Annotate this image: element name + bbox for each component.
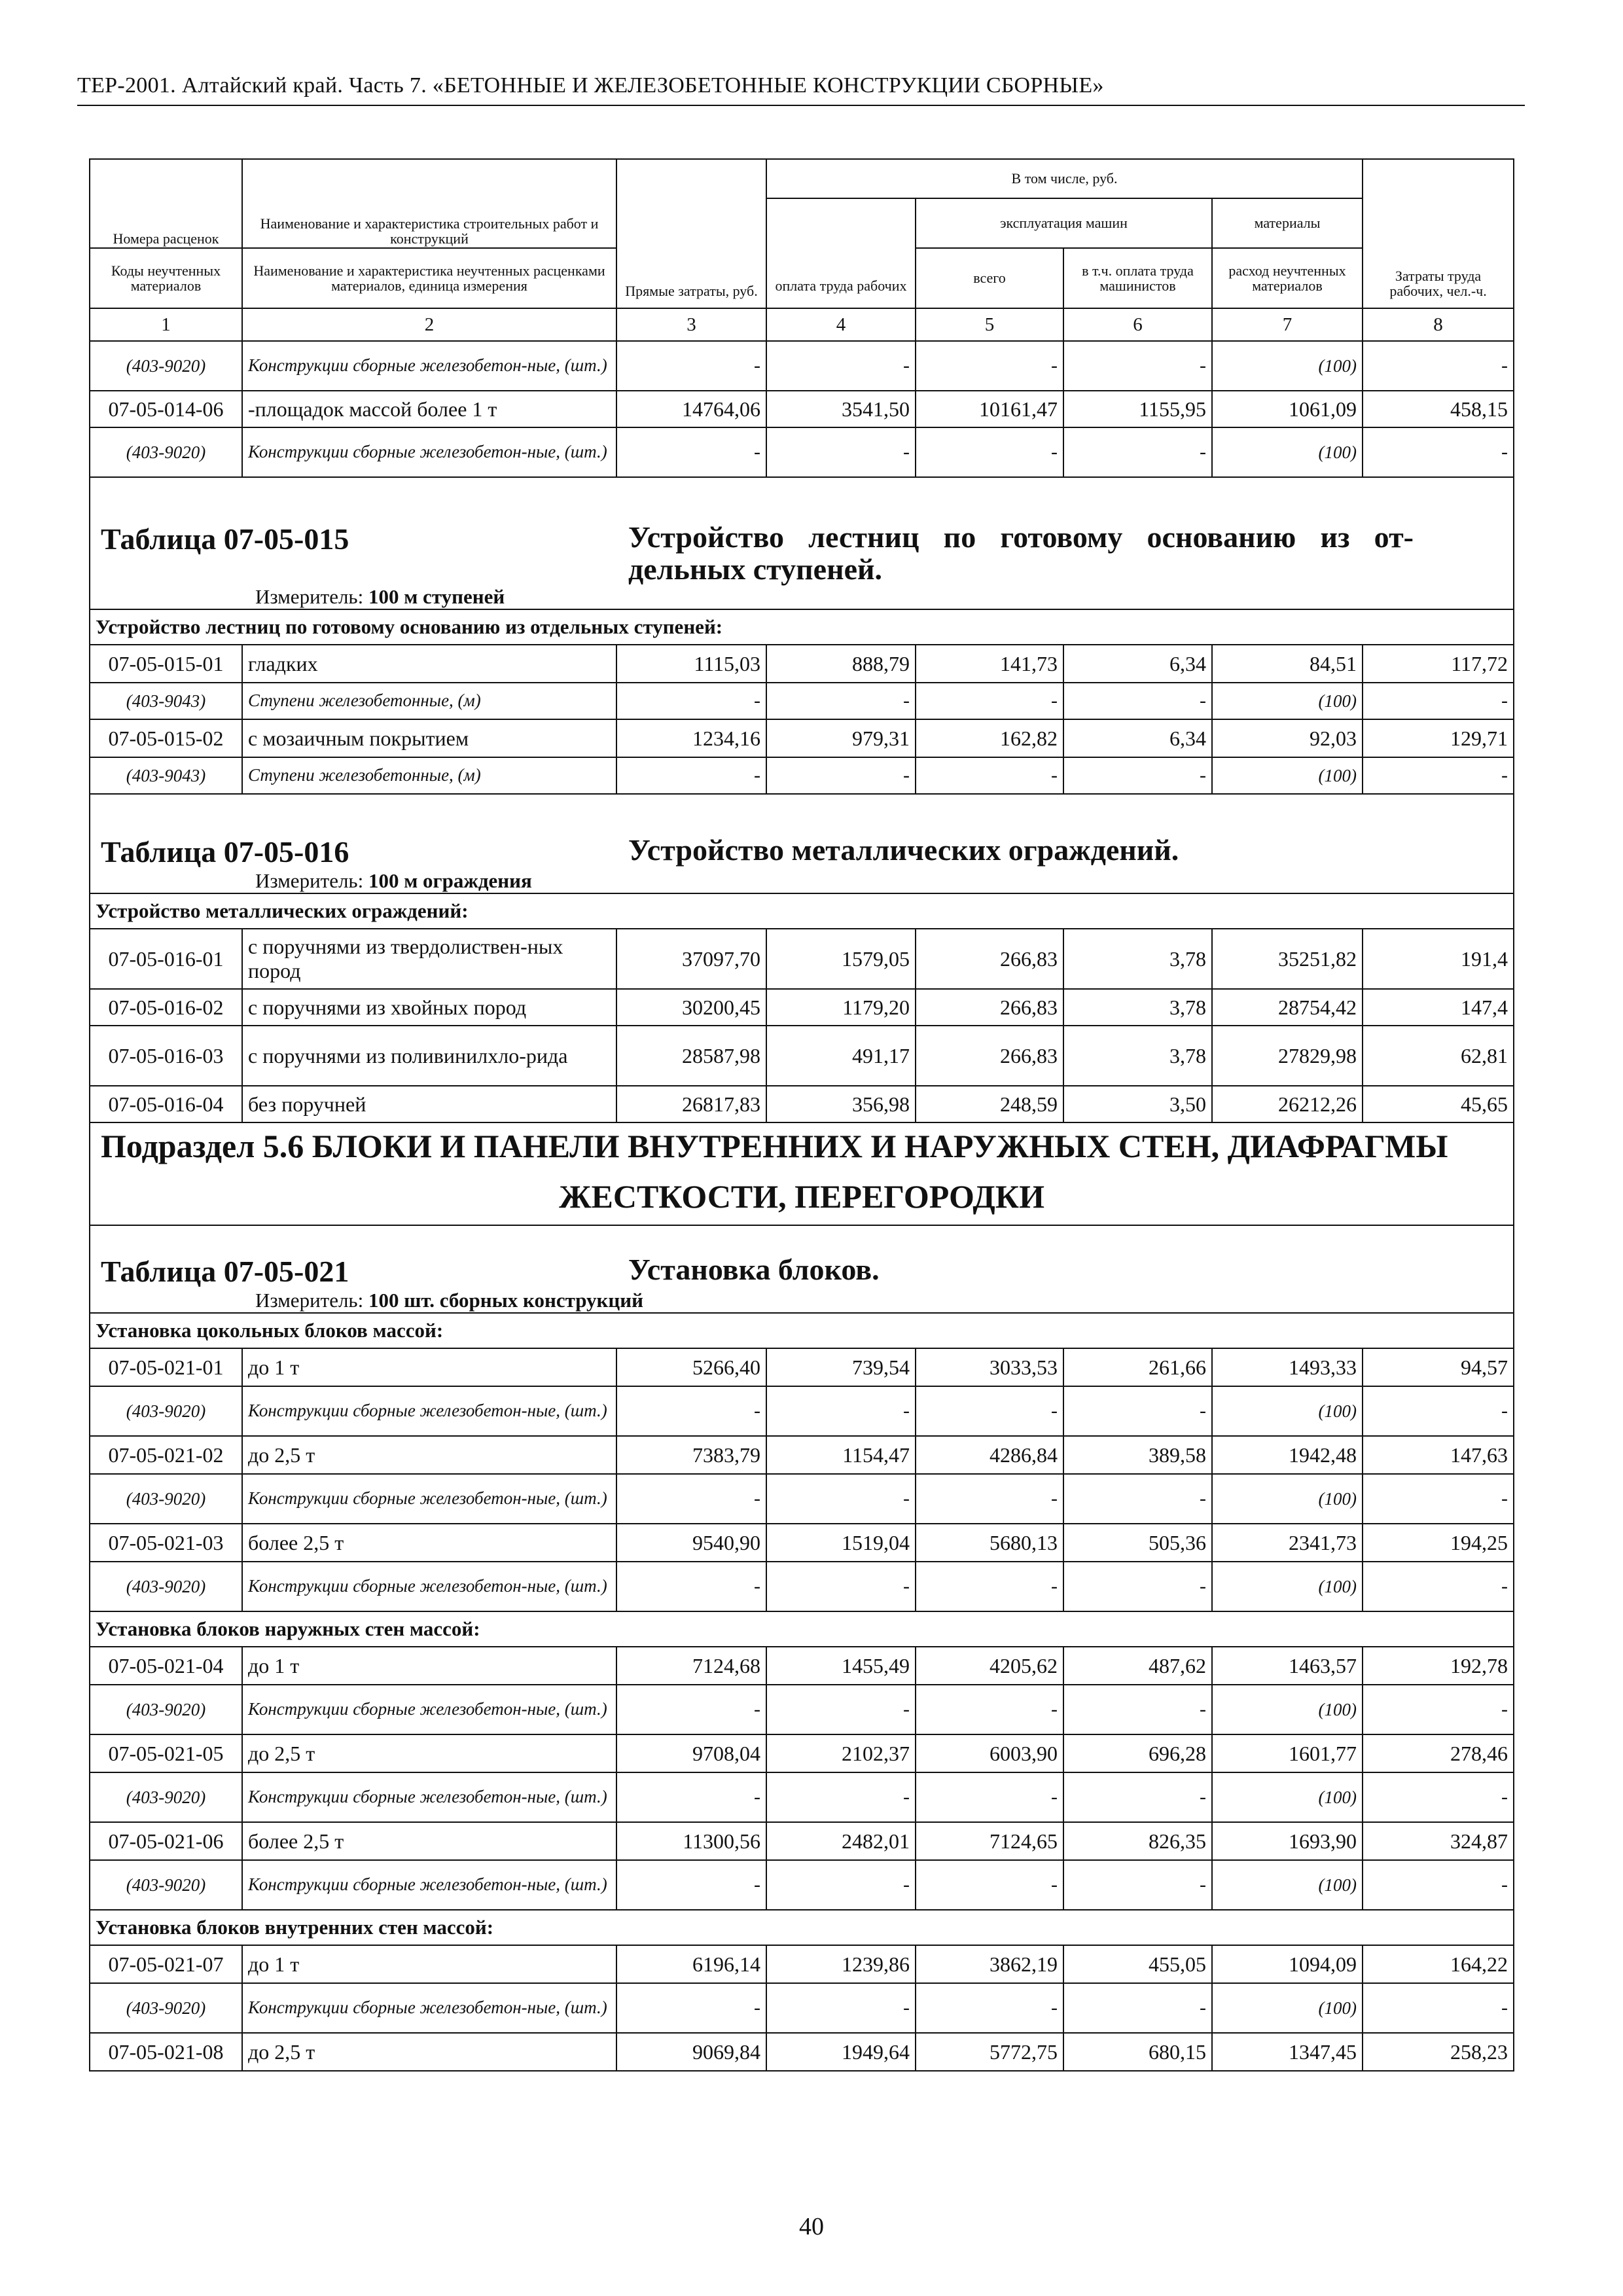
rate-row <box>90 1436 1514 1474</box>
value-cell: - <box>616 1860 766 1910</box>
page-number: 40 <box>799 2213 824 2240</box>
col-num: 5 <box>916 308 1063 341</box>
value-cell: - <box>916 1772 1063 1822</box>
col-head-labor: Затраты труда рабочих, чел.-ч. <box>1363 159 1514 308</box>
value-cell: - <box>1363 683 1514 719</box>
value-cell: 1942,48 <box>1212 1436 1363 1474</box>
rate-name: гладких <box>242 645 616 683</box>
value-cell: 5772,75 <box>916 2033 1063 2071</box>
column-numbers-row <box>90 308 1514 341</box>
value-cell: 1455,49 <box>766 1647 916 1685</box>
material-code: (403-9020) <box>90 341 242 391</box>
value-cell: 278,46 <box>1363 1734 1514 1772</box>
value-cell: 3862,19 <box>916 1945 1063 1983</box>
rate-row <box>90 1734 1514 1772</box>
value-cell: 826,35 <box>1063 1822 1212 1860</box>
material-code: (403-9020) <box>90 427 242 477</box>
value-cell: 3,50 <box>1063 1086 1212 1122</box>
rate-name: более 2,5 т <box>242 1822 616 1860</box>
value-cell: - <box>916 757 1063 794</box>
rate-row <box>90 1822 1514 1860</box>
value-cell: 1579,05 <box>766 929 916 989</box>
material-name: Конструкции сборные железобетон-ные, (шт.) <box>242 341 616 391</box>
material-row <box>90 1772 1514 1822</box>
material-code: (403-9020) <box>90 1860 242 1910</box>
value-cell: - <box>1363 341 1514 391</box>
group-title: Устройство лестниц по готовому основанию из отдельных ступеней: <box>90 609 1514 645</box>
value-cell: 117,72 <box>1363 645 1514 683</box>
col-head-mat-codes: Коды неучтенных материалов <box>90 248 242 308</box>
rate-row <box>90 1086 1514 1122</box>
material-row <box>90 1860 1514 1910</box>
table-section-header <box>90 1225 1514 1313</box>
rate-row <box>90 1524 1514 1562</box>
value-cell: (100) <box>1212 1386 1363 1436</box>
value-cell: 45,65 <box>1363 1086 1514 1122</box>
rate-code: 07-05-021-07 <box>90 1945 242 1983</box>
value-cell: - <box>766 757 916 794</box>
value-cell: 62,81 <box>1363 1026 1514 1086</box>
value-cell: 9069,84 <box>616 2033 766 2071</box>
value-cell: 266,83 <box>916 1026 1063 1086</box>
value-cell: - <box>916 1474 1063 1524</box>
value-cell: 696,28 <box>1063 1734 1212 1772</box>
value-cell: 1094,09 <box>1212 1945 1363 1983</box>
value-cell: - <box>616 1772 766 1822</box>
measure-unit <box>90 869 1513 893</box>
value-cell: 162,82 <box>916 719 1063 757</box>
value-cell: 888,79 <box>766 645 916 683</box>
col-head-names: Наименование и характеристика строительных работ и конструкций <box>242 159 616 248</box>
value-cell: - <box>766 1474 916 1524</box>
material-code: (403-9043) <box>90 757 242 794</box>
value-cell: 680,15 <box>1063 2033 1212 2071</box>
value-cell: 3,78 <box>1063 1026 1212 1086</box>
material-code: (403-9020) <box>90 1474 242 1524</box>
subsection-title-line1: Подраздел 5.6 БЛОКИ И ПАНЕЛИ ВНУТРЕННИХ И НАРУЖНЫХ СТЕН, ДИАФРАГМЫ <box>101 1128 1448 1164</box>
col-num: 6 <box>1063 308 1212 341</box>
group-title-row <box>90 1910 1514 1945</box>
table-section-header <box>90 794 1514 893</box>
group-title: Установка блоков наружных стен массой: <box>90 1611 1514 1647</box>
rate-name: до 2,5 т <box>242 2033 616 2071</box>
material-row <box>90 1685 1514 1734</box>
value-cell: - <box>766 1685 916 1734</box>
subsection-cell <box>90 1122 1514 1225</box>
rate-name: до 1 т <box>242 1348 616 1386</box>
measure-label: Измеритель: <box>255 869 364 892</box>
rate-code: 07-05-016-02 <box>90 989 242 1026</box>
value-cell: 194,25 <box>1363 1524 1514 1562</box>
measure-label: Измеритель: <box>255 1289 364 1312</box>
col-num: 7 <box>1212 308 1363 341</box>
value-cell: 1115,03 <box>616 645 766 683</box>
rate-name: с поручнями из поливинилхло-рида <box>242 1026 616 1086</box>
rate-code: 07-05-014-06 <box>90 391 242 427</box>
value-cell: 10161,47 <box>916 391 1063 427</box>
col-head-codes: Номера расценок <box>90 159 242 248</box>
rate-code: 07-05-021-06 <box>90 1822 242 1860</box>
value-cell: - <box>916 1983 1063 2033</box>
subsection-title-line2: ЖЕСТКОСТИ, ПЕРЕГОРОДКИ <box>559 1178 1044 1215</box>
material-name: Ступени железобетонные, (м) <box>242 757 616 794</box>
col-head-direct: Прямые затраты, руб. <box>616 159 766 308</box>
value-cell: - <box>766 683 916 719</box>
rate-code: 07-05-021-03 <box>90 1524 242 1562</box>
value-cell: 389,58 <box>1063 1436 1212 1474</box>
rate-name: -площадок массой более 1 т <box>242 391 616 427</box>
value-cell: 458,15 <box>1363 391 1514 427</box>
material-code: (403-9020) <box>90 1983 242 2033</box>
group-title-row <box>90 893 1514 929</box>
material-name: Конструкции сборные железобетон-ные, (шт.) <box>242 1386 616 1436</box>
value-cell: 739,54 <box>766 1348 916 1386</box>
value-cell: - <box>766 1562 916 1611</box>
value-cell: - <box>1063 1685 1212 1734</box>
measure-value: 100 шт. сборных конструкций <box>368 1289 643 1312</box>
value-cell: 6196,14 <box>616 1945 766 1983</box>
col-head-incl: В том числе, руб. <box>766 159 1363 198</box>
col-num: 2 <box>242 308 616 341</box>
value-cell: - <box>766 1772 916 1822</box>
rate-code: 07-05-021-08 <box>90 2033 242 2071</box>
rate-name: с мозаичным покрытием <box>242 719 616 757</box>
col-head-mat-names: Наименование и характеристика неучтенных расценками материалов, единица измерения <box>242 248 616 308</box>
value-cell: 11300,56 <box>616 1822 766 1860</box>
table-section <box>90 794 1514 893</box>
rates-table <box>89 158 1514 2072</box>
value-cell: 261,66 <box>1063 1348 1212 1386</box>
value-cell: 6,34 <box>1063 719 1212 757</box>
rate-code: 07-05-016-03 <box>90 1026 242 1086</box>
value-cell: - <box>1363 1685 1514 1734</box>
value-cell: 35251,82 <box>1212 929 1363 989</box>
value-cell: (100) <box>1212 427 1363 477</box>
value-cell: (100) <box>1212 341 1363 391</box>
material-code: (403-9043) <box>90 683 242 719</box>
value-cell: 979,31 <box>766 719 916 757</box>
col-head-incl-pay: в т.ч. оплата труда машинистов <box>1063 248 1212 308</box>
value-cell: - <box>616 1474 766 1524</box>
value-cell: 92,03 <box>1212 719 1363 757</box>
value-cell: (100) <box>1212 1860 1363 1910</box>
rate-name: без поручней <box>242 1086 616 1122</box>
value-cell: - <box>766 1983 916 2033</box>
rate-code: 07-05-015-02 <box>90 719 242 757</box>
value-cell: - <box>1363 1562 1514 1611</box>
value-cell: - <box>916 1386 1063 1436</box>
col-head-total: всего <box>916 248 1063 308</box>
value-cell: 6,34 <box>1063 645 1212 683</box>
value-cell: (100) <box>1212 683 1363 719</box>
value-cell: - <box>1363 427 1514 477</box>
table-section <box>90 1225 1514 1313</box>
rate-row <box>90 645 1514 683</box>
rate-code: 07-05-016-04 <box>90 1086 242 1122</box>
value-cell: 266,83 <box>916 989 1063 1026</box>
value-cell: 1179,20 <box>766 989 916 1026</box>
value-cell: 1519,04 <box>766 1524 916 1562</box>
value-cell: - <box>1063 341 1212 391</box>
value-cell: 3,78 <box>1063 989 1212 1026</box>
value-cell: 1601,77 <box>1212 1734 1363 1772</box>
material-row <box>90 1562 1514 1611</box>
table-label: Таблица 07-05-016 <box>101 835 349 869</box>
value-cell: - <box>616 1386 766 1436</box>
value-cell: - <box>616 1685 766 1734</box>
rate-row <box>90 989 1514 1026</box>
value-cell: - <box>616 757 766 794</box>
value-cell: 1347,45 <box>1212 2033 1363 2071</box>
value-cell: - <box>1063 1983 1212 2033</box>
value-cell: - <box>1363 1983 1514 2033</box>
rate-name: до 2,5 т <box>242 1436 616 1474</box>
value-cell: - <box>916 1685 1063 1734</box>
value-cell: 2102,37 <box>766 1734 916 1772</box>
material-name: Конструкции сборные железобетон-ные, (шт.) <box>242 427 616 477</box>
value-cell: - <box>1363 1474 1514 1524</box>
value-cell: - <box>1363 1772 1514 1822</box>
value-cell: 1463,57 <box>1212 1647 1363 1685</box>
value-cell: - <box>1063 1772 1212 1822</box>
value-cell: 147,4 <box>1363 989 1514 1026</box>
table-section <box>90 477 1514 609</box>
value-cell: - <box>766 427 916 477</box>
value-cell: - <box>766 341 916 391</box>
group-title: Устройство металлических ограждений: <box>90 893 1514 929</box>
value-cell: 6003,90 <box>916 1734 1063 1772</box>
value-cell: 37097,70 <box>616 929 766 989</box>
col-num: 8 <box>1363 308 1514 341</box>
value-cell: - <box>616 427 766 477</box>
col-head-materials: материалы <box>1212 198 1363 248</box>
material-code: (403-9020) <box>90 1772 242 1822</box>
rate-row <box>90 1348 1514 1386</box>
measure-unit <box>90 585 1513 609</box>
value-cell: - <box>1063 1860 1212 1910</box>
group-title-row <box>90 609 1514 645</box>
value-cell: 26212,26 <box>1212 1086 1363 1122</box>
value-cell: (100) <box>1212 1772 1363 1822</box>
material-code: (403-9020) <box>90 1386 242 1436</box>
value-cell: 1949,64 <box>766 2033 916 2071</box>
material-code: (403-9020) <box>90 1685 242 1734</box>
value-cell: 28754,42 <box>1212 989 1363 1026</box>
value-cell: 5680,13 <box>916 1524 1063 1562</box>
value-cell: 9540,90 <box>616 1524 766 1562</box>
value-cell: - <box>616 1983 766 2033</box>
rate-code: 07-05-021-01 <box>90 1348 242 1386</box>
value-cell: 1234,16 <box>616 719 766 757</box>
value-cell: - <box>616 1562 766 1611</box>
value-cell: 129,71 <box>1363 719 1514 757</box>
value-cell: 4286,84 <box>916 1436 1063 1474</box>
material-name: Конструкции сборные железобетон-ные, (шт.) <box>242 1562 616 1611</box>
value-cell: - <box>1063 757 1212 794</box>
value-cell: 505,36 <box>1063 1524 1212 1562</box>
value-cell: 455,05 <box>1063 1945 1212 1983</box>
value-cell: - <box>1363 1860 1514 1910</box>
value-cell: 28587,98 <box>616 1026 766 1086</box>
value-cell: 1155,95 <box>1063 391 1212 427</box>
table-section-header <box>90 477 1514 609</box>
rate-code: 07-05-015-01 <box>90 645 242 683</box>
col-num: 1 <box>90 308 242 341</box>
header-rule <box>77 105 1525 106</box>
value-cell: 26817,83 <box>616 1086 766 1122</box>
value-cell: (100) <box>1212 1474 1363 1524</box>
rate-row <box>90 2033 1514 2071</box>
value-cell: 248,59 <box>916 1086 1063 1122</box>
value-cell: - <box>1063 1386 1212 1436</box>
value-cell: 1239,86 <box>766 1945 916 1983</box>
value-cell: 1693,90 <box>1212 1822 1363 1860</box>
material-row <box>90 1983 1514 2033</box>
table-label: Таблица 07-05-015 <box>101 522 349 556</box>
group-title: Установка цокольных блоков массой: <box>90 1313 1514 1348</box>
value-cell: 164,22 <box>1363 1945 1514 1983</box>
rate-row <box>90 719 1514 757</box>
material-code: (403-9020) <box>90 1562 242 1611</box>
col-num: 4 <box>766 308 916 341</box>
value-cell: 1154,47 <box>766 1436 916 1474</box>
value-cell: 487,62 <box>1063 1647 1212 1685</box>
table-body <box>90 159 1514 2071</box>
material-name: Конструкции сборные железобетон-ные, (шт.) <box>242 1983 616 2033</box>
rate-name: с поручнями из хвойных пород <box>242 989 616 1026</box>
value-cell: (100) <box>1212 1685 1363 1734</box>
measure-label: Измеритель: <box>255 585 364 608</box>
material-row <box>90 1386 1514 1436</box>
group-title: Установка блоков внутренних стен массой: <box>90 1910 1514 1945</box>
value-cell: 30200,45 <box>616 989 766 1026</box>
value-cell: - <box>1063 1474 1212 1524</box>
value-cell: (100) <box>1212 1983 1363 2033</box>
value-cell: 2482,01 <box>766 1822 916 1860</box>
value-cell: 27829,98 <box>1212 1026 1363 1086</box>
value-cell: - <box>916 341 1063 391</box>
value-cell: 266,83 <box>916 929 1063 989</box>
value-cell: - <box>1363 757 1514 794</box>
value-cell: (100) <box>1212 1562 1363 1611</box>
value-cell: 3,78 <box>1063 929 1212 989</box>
subsection-row <box>90 1122 1514 1225</box>
value-cell: (100) <box>1212 757 1363 794</box>
rate-row <box>90 391 1514 427</box>
value-cell: - <box>1063 683 1212 719</box>
value-cell: 1061,09 <box>1212 391 1363 427</box>
value-cell: 14764,06 <box>616 391 766 427</box>
col-head-labor-pay: оплата труда рабочих <box>766 198 916 308</box>
value-cell: - <box>616 683 766 719</box>
rate-name: более 2,5 т <box>242 1524 616 1562</box>
material-row <box>90 1474 1514 1524</box>
rate-code: 07-05-021-04 <box>90 1647 242 1685</box>
value-cell: - <box>766 1860 916 1910</box>
value-cell: - <box>916 427 1063 477</box>
rate-row <box>90 929 1514 989</box>
group-title-row <box>90 1313 1514 1348</box>
value-cell: - <box>766 1386 916 1436</box>
value-cell: - <box>916 683 1063 719</box>
col-head-machines: эксплуатация машин <box>916 198 1212 248</box>
value-cell: 258,23 <box>1363 2033 1514 2071</box>
rate-code: 07-05-021-02 <box>90 1436 242 1474</box>
value-cell: 147,63 <box>1363 1436 1514 1474</box>
value-cell: 5266,40 <box>616 1348 766 1386</box>
value-cell: 4205,62 <box>916 1647 1063 1685</box>
measure-value: 100 м ступеней <box>368 585 505 608</box>
material-name: Конструкции сборные железобетон-ные, (шт.) <box>242 1685 616 1734</box>
value-cell: 324,87 <box>1363 1822 1514 1860</box>
rate-name: до 1 т <box>242 1647 616 1685</box>
col-num: 3 <box>616 308 766 341</box>
material-row <box>90 341 1514 391</box>
table-description: Установка блоков. <box>628 1253 880 1286</box>
rate-row <box>90 1647 1514 1685</box>
measure-value: 100 м ограждения <box>368 869 532 892</box>
value-cell: 192,78 <box>1363 1647 1514 1685</box>
rate-name: до 2,5 т <box>242 1734 616 1772</box>
value-cell: - <box>1063 1562 1212 1611</box>
material-name: Конструкции сборные железобетон-ные, (шт.) <box>242 1772 616 1822</box>
value-cell: 2341,73 <box>1212 1524 1363 1562</box>
value-cell: - <box>1363 1386 1514 1436</box>
value-cell: 94,57 <box>1363 1348 1514 1386</box>
value-cell: 141,73 <box>916 645 1063 683</box>
rate-name: до 1 т <box>242 1945 616 1983</box>
rate-code: 07-05-016-01 <box>90 929 242 989</box>
table-description: Устройство металлических ограждений. <box>628 833 1179 867</box>
col-head-mat-cons: расход неучтенных материалов <box>1212 248 1363 308</box>
value-cell: 7383,79 <box>616 1436 766 1474</box>
material-name: Конструкции сборные железобетон-ные, (шт.) <box>242 1860 616 1910</box>
value-cell: - <box>616 341 766 391</box>
material-name: Ступени железобетонные, (м) <box>242 683 616 719</box>
value-cell: 356,98 <box>766 1086 916 1122</box>
value-cell: - <box>916 1860 1063 1910</box>
group-title-row <box>90 1611 1514 1647</box>
value-cell: - <box>1063 427 1212 477</box>
rate-row <box>90 1026 1514 1086</box>
measure-unit <box>90 1289 1513 1312</box>
value-cell: 9708,04 <box>616 1734 766 1772</box>
page-header-title: ТЕР-2001. Алтайский край. Часть 7. «БЕТОННЫЕ И ЖЕЛЕЗОБЕТОННЫЕ КОНСТРУКЦИИ СБОРНЫЕ» <box>77 73 1104 98</box>
value-cell: 1493,33 <box>1212 1348 1363 1386</box>
material-name: Конструкции сборные железобетон-ные, (шт.) <box>242 1474 616 1524</box>
value-cell: 191,4 <box>1363 929 1514 989</box>
value-cell: 7124,65 <box>916 1822 1063 1860</box>
value-cell: 7124,68 <box>616 1647 766 1685</box>
value-cell: 491,17 <box>766 1026 916 1086</box>
material-row <box>90 427 1514 477</box>
value-cell: 3541,50 <box>766 391 916 427</box>
material-row <box>90 683 1514 719</box>
value-cell: 84,51 <box>1212 645 1363 683</box>
value-cell: - <box>916 1562 1063 1611</box>
value-cell: 3033,53 <box>916 1348 1063 1386</box>
table-label: Таблица 07-05-021 <box>101 1255 349 1288</box>
rate-row <box>90 1945 1514 1983</box>
rate-name: с поручнями из твердолиствен-ных пород <box>242 929 616 989</box>
rate-code: 07-05-021-05 <box>90 1734 242 1772</box>
table-description: Устройство лестниц по готовому основанию из от-дельных ступеней. <box>628 520 1414 586</box>
material-row <box>90 757 1514 794</box>
